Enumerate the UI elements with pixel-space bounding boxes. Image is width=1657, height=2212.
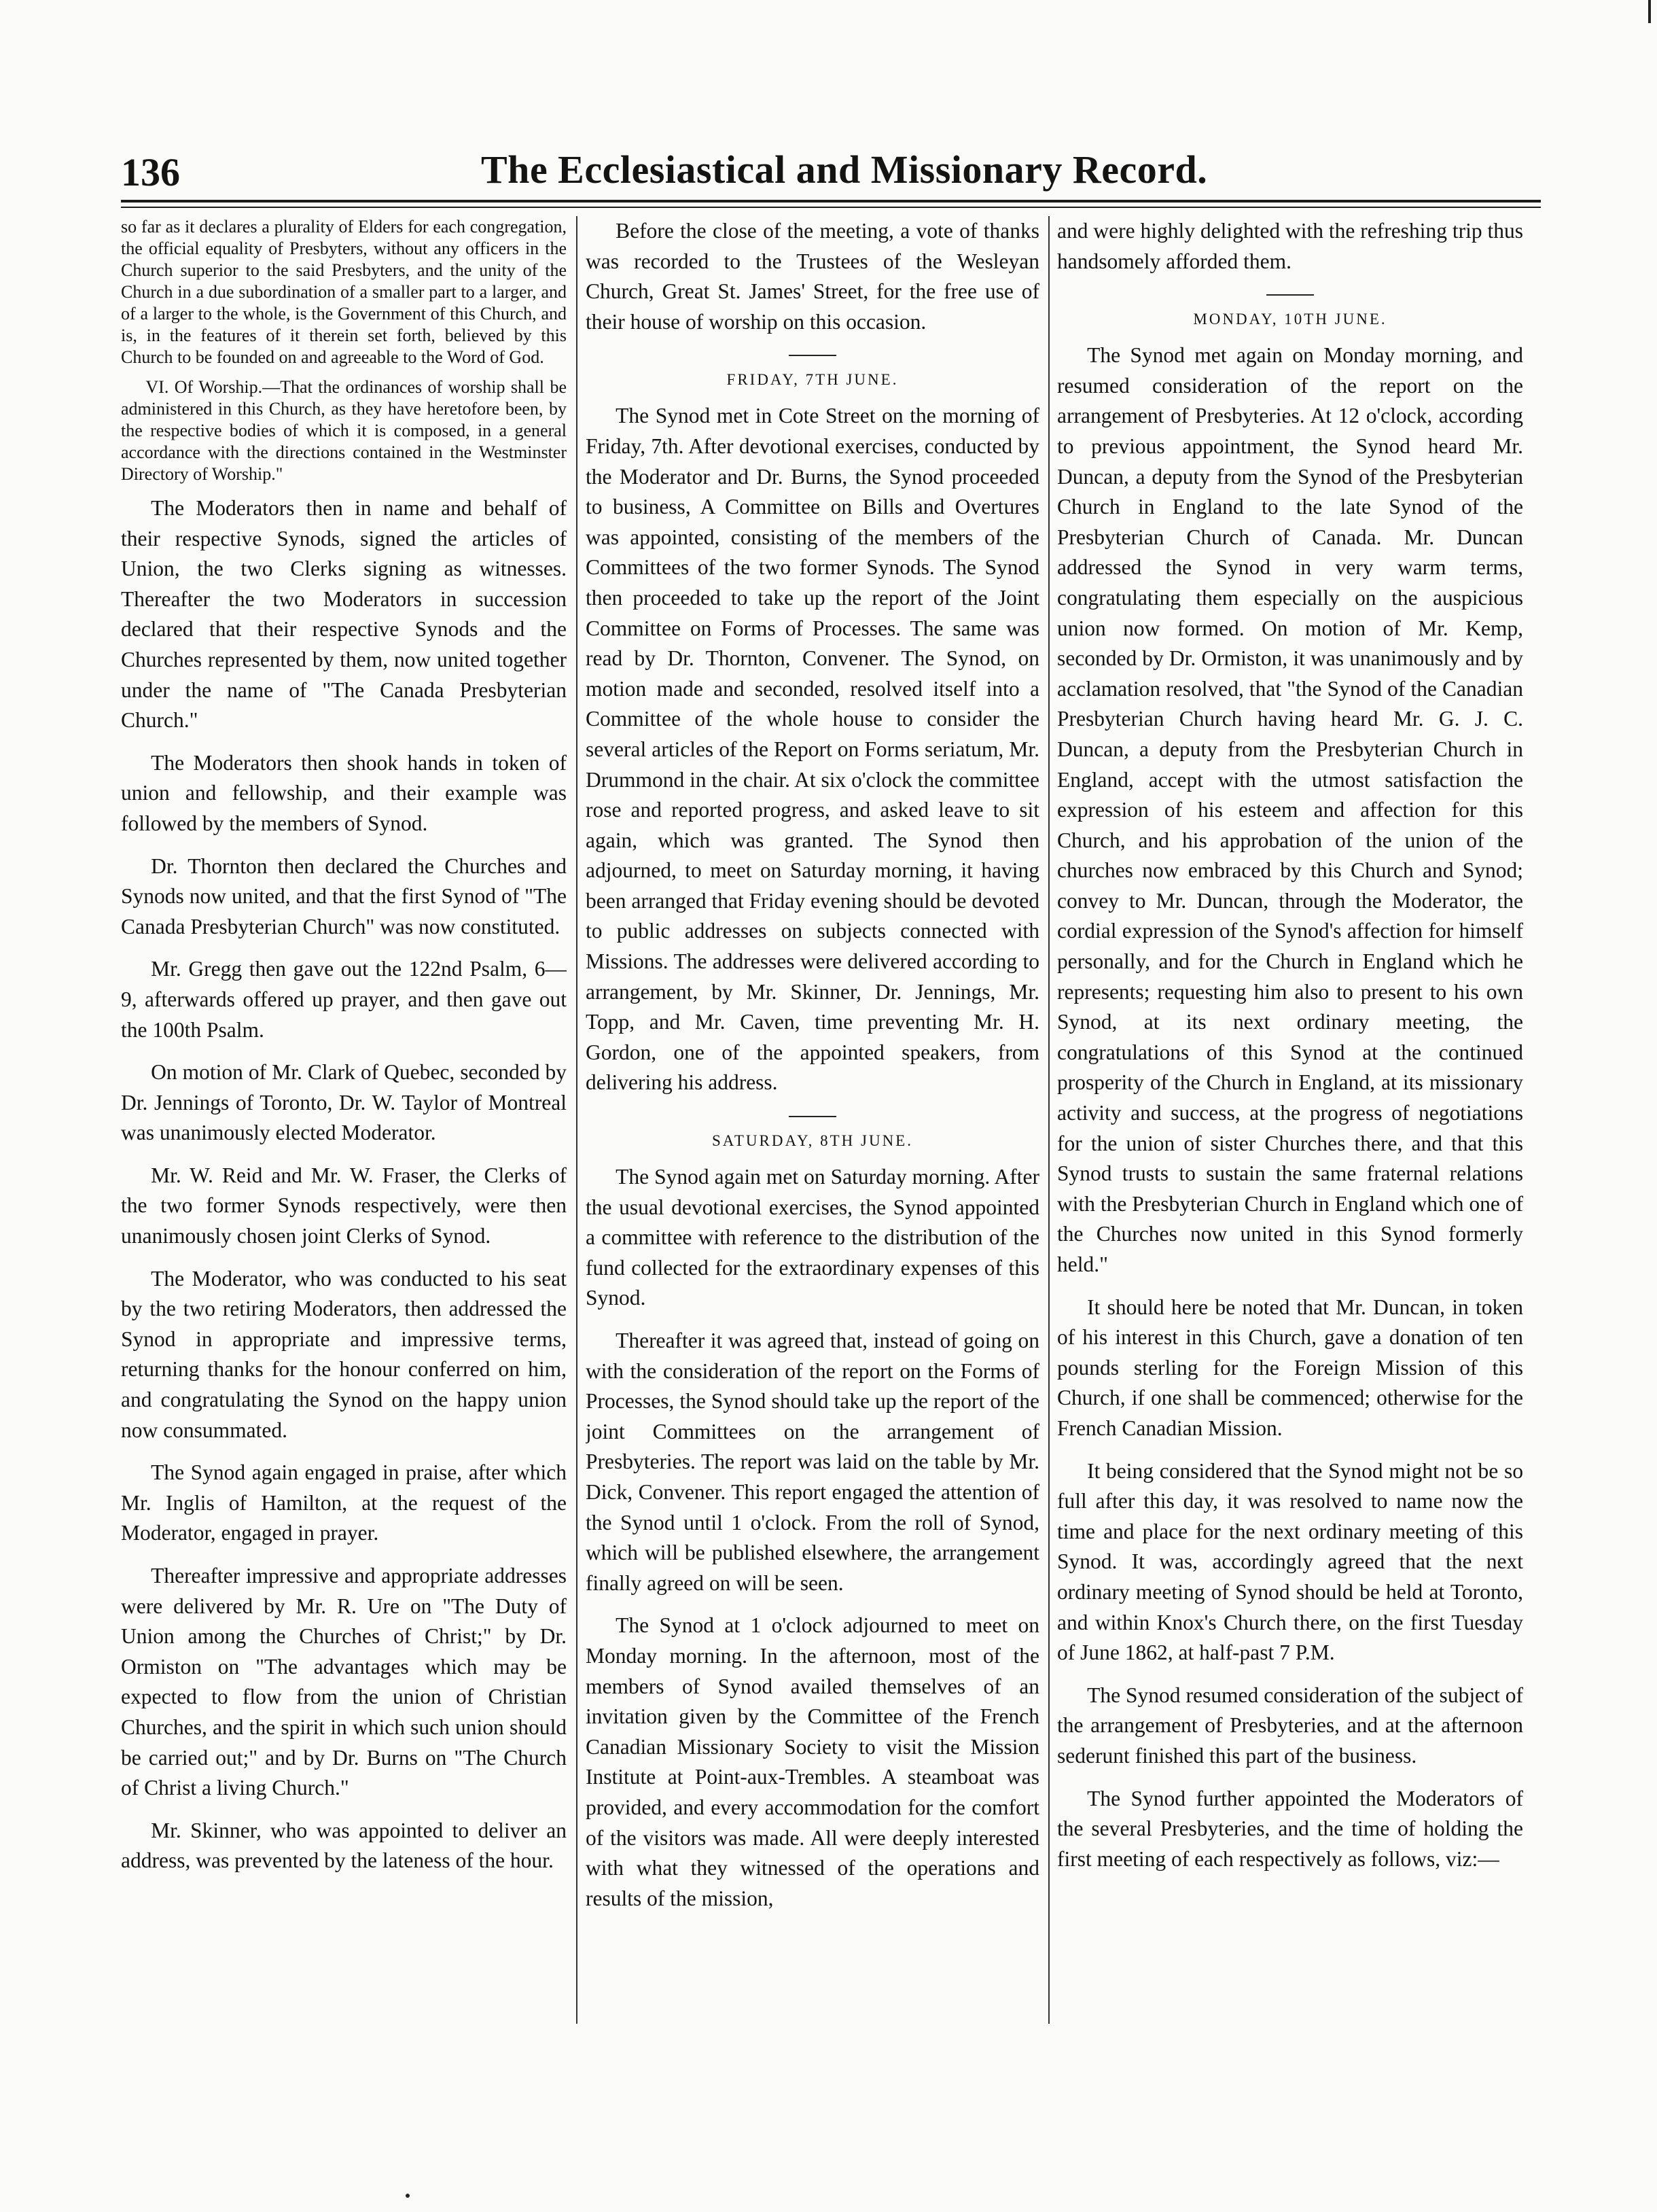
- column-right: [1057, 216, 1523, 2024]
- paragraph: Dr. Thornton then declared the Churches and Synods now united, and that the first Synod of "The Canada Presbyterian Church" was now constituted.: [121, 854, 567, 938]
- paragraph: On motion of Mr. Clark of Quebec, seconded by Dr. Jennings of Toronto, Dr. W. Taylor of Montreal was unanimously elected Moderator.: [121, 1060, 567, 1145]
- paragraph: The Moderators then shook hands in token of union and fellowship, and their example was followed by the members of Synod.: [121, 750, 567, 835]
- paragraph: The Synod again engaged in praise, after which Mr. Inglis of Hamilton, at the request of the Moderator, engaged in prayer.: [121, 1460, 567, 1545]
- page-header: [121, 140, 1541, 201]
- paragraph: Mr. Gregg then gave out the 122nd Psalm, 6—9, afterwards offered up prayer, and then gave out the 100th Psalm.: [121, 957, 567, 1042]
- section-date-heading: FRIDAY, 7TH JUNE.: [586, 355, 1039, 389]
- page-number: 136: [121, 150, 180, 194]
- paragraph: The Synod again met on Saturday morning. After the usual devotional exercises, the Synod appointed a committee with reference to the distribution of the fund collected for the extraordinary expenses of this Synod.: [586, 1165, 1039, 1310]
- header-rule-thick: [121, 200, 1541, 203]
- paragraph: The Moderators then in name and behalf of their respective Synods, signed the articles of Union, the two Clerks signing as witnesses. Thereafter the two Moderators in succession declared that their respective Synods and the Churches represented by them, now united together under the name of "The Canada Presbyterian Church.": [121, 496, 567, 733]
- paragraph: The Synod at 1 o'clock adjourned to meet on Monday morning. In the afternoon, most of the members of Synod availed themselves of an invitation given by the Committee of the French Canadian Missionary Society to visit the Mission Institute at Point-aux-Trembles. A steamboat was provided, and every accommodation for the comfort of the visitors was made. All were deeply interested with what they witnessed of the operations and results of the mission,: [586, 1613, 1039, 1910]
- column-left: [121, 216, 567, 2024]
- column-divider: [576, 216, 577, 2024]
- paragraph: Mr. W. Reid and Mr. W. Fraser, the Clerks of the two former Synods respectively, were then unanimously chosen joint Clerks of Synod.: [121, 1163, 567, 1248]
- paragraph: Before the close of the meeting, a vote of thanks was recorded to the Trustees of the Wesleyan Church, Great St. James' Street, for the free use of their house of worship on this occasion.: [586, 219, 1039, 334]
- paragraph: The Synod met in Cote Street on the morning of Friday, 7th. After devotional exercises, conducted by the Moderator and Dr. Burns, the Synod proceeded to business, A Committee on Bills and Overtures was appointed, consisting of the members of the Committees of the two former Synods. The Synod then proceeded to take up the report of the Joint Committee on Forms of Processes. The same was read by Dr. Thornton, Convener. The Synod, on motion made and seconded, resolved itself into a Committee of the whole house to consider the several articles of the Report on Forms seriatum, Mr. Drummond in the chair. At six o'clock the committee rose and reported progress, and asked leave to sit again, which was granted. The Synod then adjourned, to meet on Saturday morning, it having been arranged that Friday evening should be devoted to public addresses on subjects connected with Missions. The addresses were delivered according to arrangement, by Mr. Skinner, Dr. Jennings, Mr. Topp, and Mr. Caven, time preventing Mr. H. Gordon, one of the appointed speakers, from delivering his address.: [586, 404, 1039, 1095]
- column-divider: [1048, 216, 1050, 2024]
- paragraph: Thereafter impressive and appropriate addresses were delivered by Mr. R. Ure on "The Duty of Union among the Churches of Christ;" by Dr. Ormiston on "The advantages which may be expected to flow from the union of Christian Churches, and the spirit in which such union should be carried out;" and by Dr. Burns on "The Church of Christ a living Church.": [121, 1564, 567, 1800]
- paragraph: Mr. Skinner, who was appointed to deliver an address, was prevented by the lateness of the hour.: [121, 1818, 567, 1873]
- paragraph: so far as it declares a plurality of Elders for each congregation, the official equality of Presbyters, without any officers in the Church superior to the said Presbyters, and the unity of the Church in a due subordination of a smaller part to a larger, and of a larger to the whole, is the Government of this Church, and is, in the features of it therein set forth, believed by this Church to be founded on and agreeable to the Word of God.: [121, 217, 567, 367]
- print-speck: [406, 2194, 410, 2198]
- column-middle: [586, 216, 1039, 2024]
- header-rule-thin: [121, 207, 1541, 208]
- paragraph: It being considered that the Synod might not be so full after this day, it was resolved to name now the time and place for the next ordinary meeting of this Synod. It was, accordingly agreed that the next ordinary meeting of Synod should be held at Toronto, and within Knox's Church there, on the first Tuesday of June 1862, at half-past 7 P.M.: [1057, 1458, 1523, 1665]
- section-date-heading: SATURDAY, 8TH JUNE.: [586, 1116, 1039, 1150]
- paragraph: and were highly delighted with the refreshing trip thus handsomely afforded them.: [1057, 219, 1523, 273]
- paragraph: VI. Of Worship.—That the ordinances of worship shall be administered in this Church, as they have heretofore been, by the respective bodies of which it is composed, in a general accordance with the directions contained in the Westminster Directory of Worship.": [121, 377, 567, 484]
- paragraph: It should here be noted that Mr. Duncan, in token of his interest in this Church, gave a donation of ten pounds sterling for the Foreign Mission of this Church, if one shall be commenced; otherwise for the French Canadian Mission.: [1057, 1295, 1523, 1440]
- scan-edge-mark: [1648, 0, 1651, 23]
- paragraph: The Synod resumed consideration of the subject of the arrangement of Presbyteries, and at the afternoon sederunt finished this part of the business.: [1057, 1683, 1523, 1768]
- paragraph: Thereafter it was agreed that, instead of going on with the consideration of the report on the Forms of Processes, the Synod should take up the report of the joint Committees on the arrangement of Presbyteries. The report was laid on the table by Mr. Dick, Convener. This report engaged the attention of the Synod until 1 o'clock. From the roll of Synod, which will be published elsewhere, the arrangement finally agreed on will be seen.: [586, 1329, 1039, 1595]
- running-title: The Ecclesiastical and Missionary Record.: [481, 147, 1208, 192]
- paragraph: The Synod further appointed the Moderators of the several Presbyteries, and the time of holding the first meeting of each respectively as follows, viz:—: [1057, 1786, 1523, 1871]
- paragraph: The Moderator, who was conducted to his seat by the two retiring Moderators, then addressed the Synod in appropriate and impressive terms, returning thanks for the honour conferred on him, and congratulating the Synod on the happy union now consummated.: [121, 1266, 567, 1442]
- paragraph: The Synod met again on Monday morning, and resumed consideration of the report on the arrangement of Presbyteries. At 12 o'clock, according to previous appointment, the Synod heard Mr. Duncan, a deputy from the Synod of the Presbyterian Church in England to the late Synod of the Presbyterian Church of Canada. Mr. Duncan addressed the Synod in very warm terms, congratulating them especially on the auspicious union now formed. On motion of Mr. Kemp, seconded by Dr. Ormiston, it was unanimously and by acclamation resolved, that "the Synod of the Canadian Presbyterian Church having heard Mr. G. J. C. Duncan, a deputy from the Presbyterian Church in England, accept with the utmost satisfaction the expression of his esteem and affection for this Church, and his approbation of the union of the churches now embraced by this Church and Synod; convey to Mr. Duncan, through the Moderator, the cordial expression of the Synod's affection for himself personally, and for the Church in England which he represents; requesting him also to present to his own Synod, at its next ordinary meeting, the congratulations of this Synod at the continued prosperity of the Church in England, at its missionary activity and success, at the progress of negotiations for the union of sister Churches there, and that this Synod trusts to sustain the same fraternal relations with the Presbyterian Church in England which one of the Churches now united in this Synod formerly held.": [1057, 343, 1523, 1276]
- section-date-heading: MONDAY, 10TH JUNE.: [1057, 294, 1523, 328]
